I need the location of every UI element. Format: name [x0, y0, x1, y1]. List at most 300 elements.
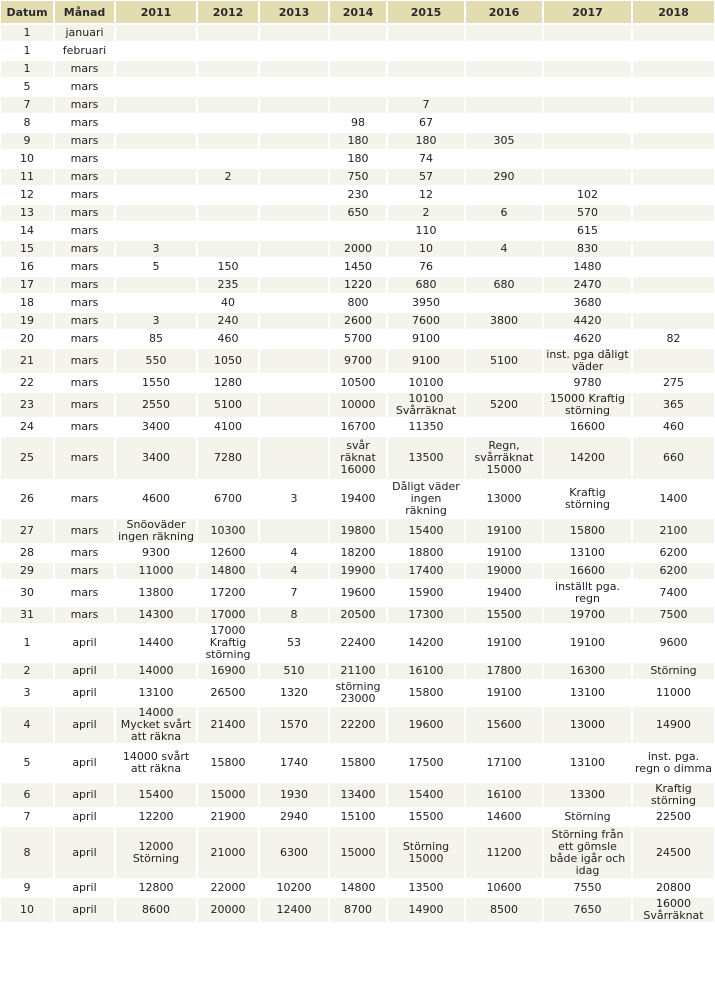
table-cell: 16100 [466, 783, 544, 809]
table-cell: 235 [198, 277, 260, 295]
table-cell: mars [55, 349, 116, 375]
table-cell: 14200 [544, 437, 633, 481]
table-cell [198, 25, 260, 43]
table-cell: 4100 [198, 419, 260, 437]
table-cell: 18200 [330, 545, 388, 563]
header-manad: Månad [55, 1, 116, 25]
table-cell: mars [55, 61, 116, 79]
table-cell: 750 [330, 169, 388, 187]
table-cell [633, 151, 714, 169]
table-cell [116, 97, 198, 115]
table-cell: 7650 [544, 898, 633, 924]
table-cell: 31 [1, 607, 55, 625]
table-cell: 1320 [260, 681, 330, 707]
table-cell: april [55, 663, 116, 681]
table-row [1, 519, 714, 545]
table-cell: 4420 [544, 313, 633, 331]
table-cell [260, 25, 330, 43]
table-cell: 800 [330, 295, 388, 313]
table-cell: 3 [260, 481, 330, 519]
table-cell: 19100 [466, 519, 544, 545]
table-cell: 17400 [388, 563, 466, 581]
table-cell: Störning [633, 663, 714, 681]
table-cell: 13300 [544, 783, 633, 809]
table-cell: 15100 [330, 809, 388, 827]
table-cell [260, 97, 330, 115]
table-cell [544, 61, 633, 79]
table-cell [633, 349, 714, 375]
table-cell: april [55, 707, 116, 745]
table-cell: april [55, 783, 116, 809]
table-cell: inställt pga. regn [544, 581, 633, 607]
table-cell: 21000 [198, 827, 260, 880]
table-cell: 230 [330, 187, 388, 205]
table-cell: 67 [388, 115, 466, 133]
table-cell: 10 [388, 241, 466, 259]
table-cell: 2600 [330, 313, 388, 331]
table-cell: 12600 [198, 545, 260, 563]
table-cell: 7600 [388, 313, 466, 331]
table-cell: 305 [466, 133, 544, 151]
table-cell: 22 [1, 375, 55, 393]
table-cell [466, 295, 544, 313]
table-cell: mars [55, 437, 116, 481]
table-cell: 13100 [116, 681, 198, 707]
table-cell: 85 [116, 331, 198, 349]
table-cell: 18 [1, 295, 55, 313]
table-cell: Störning [544, 809, 633, 827]
table-cell: 16900 [198, 663, 260, 681]
table-cell [260, 115, 330, 133]
table-row [1, 97, 714, 115]
table-cell: 150 [198, 259, 260, 277]
table-row [1, 625, 714, 663]
table-row [1, 481, 714, 519]
table-cell: Dåligt väder ingen räkning [388, 481, 466, 519]
table-cell: 17000 [198, 607, 260, 625]
table-cell: 17300 [388, 607, 466, 625]
table-cell: 19100 [466, 681, 544, 707]
table-cell: 8500 [466, 898, 544, 924]
table-cell [544, 97, 633, 115]
table-cell [198, 133, 260, 151]
table-row [1, 827, 714, 880]
table-cell: 5 [1, 79, 55, 97]
table-cell [466, 331, 544, 349]
table-cell: 14900 [633, 707, 714, 745]
table-cell: 10200 [260, 880, 330, 898]
table-cell: 11000 [633, 681, 714, 707]
table-row [1, 663, 714, 681]
table-cell: Kraftig störning [633, 783, 714, 809]
table-cell: mars [55, 519, 116, 545]
table-row [1, 277, 714, 295]
table-cell: 12200 [116, 809, 198, 827]
table-row [1, 133, 714, 151]
table-cell: 21400 [198, 707, 260, 745]
header-2015: 2015 [388, 1, 466, 25]
table-cell [260, 169, 330, 187]
table-cell: 17500 [388, 745, 466, 783]
table-cell [198, 241, 260, 259]
table-row [1, 809, 714, 827]
table-cell: Snöoväder ingen räkning [116, 519, 198, 545]
table-cell [466, 79, 544, 97]
table-cell [260, 79, 330, 97]
table-cell: 23 [1, 393, 55, 419]
header-2017: 2017 [544, 1, 633, 25]
table-cell: 1280 [198, 375, 260, 393]
table-cell: 15000 Kraftig störning [544, 393, 633, 419]
table-cell [633, 313, 714, 331]
table-cell: 510 [260, 663, 330, 681]
table-cell: mars [55, 375, 116, 393]
table-row [1, 61, 714, 79]
table-cell [116, 223, 198, 241]
table-cell: 180 [330, 133, 388, 151]
table-cell: 24 [1, 419, 55, 437]
table-cell: mars [55, 187, 116, 205]
table-cell: 15500 [466, 607, 544, 625]
table-cell: 275 [633, 375, 714, 393]
table-cell: 9100 [388, 331, 466, 349]
bird-count-table [1, 1, 714, 924]
header-2013: 2013 [260, 1, 330, 25]
table-cell [466, 43, 544, 61]
table-cell [260, 241, 330, 259]
table-cell: 1 [1, 25, 55, 43]
table-cell: 9300 [116, 545, 198, 563]
table-cell: 1740 [260, 745, 330, 783]
table-cell [633, 133, 714, 151]
table-cell [466, 61, 544, 79]
table-cell [466, 25, 544, 43]
table-cell: 9700 [330, 349, 388, 375]
table-row [1, 169, 714, 187]
table-cell: 11200 [466, 827, 544, 880]
table-row [1, 707, 714, 745]
table-cell: 22000 [198, 880, 260, 898]
table-cell: svår räknat 16000 [330, 437, 388, 481]
table-cell: 1400 [633, 481, 714, 519]
table-cell: mars [55, 581, 116, 607]
table-cell: 17000 Kraftig störning [198, 625, 260, 663]
table-cell [466, 115, 544, 133]
table-cell: 1 [1, 43, 55, 61]
table-row [1, 563, 714, 581]
table-cell [198, 187, 260, 205]
table-cell [544, 133, 633, 151]
table-cell [198, 205, 260, 223]
table-cell: 22200 [330, 707, 388, 745]
table-cell: 4 [466, 241, 544, 259]
table-row [1, 545, 714, 563]
table-cell: 650 [330, 205, 388, 223]
table-cell: 3400 [116, 437, 198, 481]
table-row [1, 43, 714, 61]
table-cell: 9780 [544, 375, 633, 393]
table-cell: 4600 [116, 481, 198, 519]
table-cell: 15900 [388, 581, 466, 607]
table-cell [388, 61, 466, 79]
table-cell: 6200 [633, 545, 714, 563]
table-cell: 12400 [260, 898, 330, 924]
table-cell: mars [55, 223, 116, 241]
table-cell: 15400 [388, 783, 466, 809]
table-cell: 102 [544, 187, 633, 205]
table-cell: 9600 [633, 625, 714, 663]
table-cell: 16100 [388, 663, 466, 681]
table-cell: 1 [1, 625, 55, 663]
table-cell: 5200 [466, 393, 544, 419]
table-cell: 12800 [116, 880, 198, 898]
table-cell [198, 223, 260, 241]
table-row [1, 745, 714, 783]
table-cell: 28 [1, 545, 55, 563]
table-cell: april [55, 898, 116, 924]
table-cell: 1480 [544, 259, 633, 277]
table-cell [633, 277, 714, 295]
table-cell [633, 205, 714, 223]
table-cell: 7280 [198, 437, 260, 481]
table-cell [466, 97, 544, 115]
header-row [1, 1, 714, 25]
table-cell: februari [55, 43, 116, 61]
table-row [1, 187, 714, 205]
table-cell [198, 79, 260, 97]
table-cell: 19600 [388, 707, 466, 745]
table-cell: 3 [116, 241, 198, 259]
table-cell: mars [55, 133, 116, 151]
table-row [1, 349, 714, 375]
table-cell: 14 [1, 223, 55, 241]
table-row [1, 393, 714, 419]
table-row [1, 295, 714, 313]
table-row [1, 115, 714, 133]
table-cell: 17800 [466, 663, 544, 681]
table-cell: mars [55, 205, 116, 223]
table-cell: 460 [198, 331, 260, 349]
table-cell: april [55, 880, 116, 898]
table-cell: mars [55, 277, 116, 295]
table-cell: 17 [1, 277, 55, 295]
table-cell: april [55, 809, 116, 827]
table-row [1, 607, 714, 625]
table-cell [260, 393, 330, 419]
table-cell: 4620 [544, 331, 633, 349]
table-cell [633, 43, 714, 61]
table-cell: 22500 [633, 809, 714, 827]
table-cell: 14600 [466, 809, 544, 827]
table-cell: 3400 [116, 419, 198, 437]
table-cell: 9 [1, 133, 55, 151]
table-cell [466, 375, 544, 393]
table-cell: 10 [1, 898, 55, 924]
table-cell: 11350 [388, 419, 466, 437]
table-cell [633, 169, 714, 187]
table-cell: 2100 [633, 519, 714, 545]
table-cell: 3800 [466, 313, 544, 331]
table-cell: 16300 [544, 663, 633, 681]
table-row [1, 25, 714, 43]
table-cell: 7 [1, 97, 55, 115]
table-cell: 24500 [633, 827, 714, 880]
table-cell: 19600 [330, 581, 388, 607]
table-cell [466, 187, 544, 205]
table-row [1, 331, 714, 349]
table-cell: 19400 [330, 481, 388, 519]
table-cell [260, 419, 330, 437]
table-cell: 19100 [466, 545, 544, 563]
table-cell [633, 187, 714, 205]
table-cell: 680 [466, 277, 544, 295]
table-cell: 17100 [466, 745, 544, 783]
table-row [1, 419, 714, 437]
table-cell: januari [55, 25, 116, 43]
table-cell: mars [55, 79, 116, 97]
table-row [1, 241, 714, 259]
table-cell: 3 [116, 313, 198, 331]
table-cell: 7400 [633, 581, 714, 607]
table-cell: 365 [633, 393, 714, 419]
table-cell [116, 25, 198, 43]
table-cell [544, 115, 633, 133]
table-cell: april [55, 681, 116, 707]
table-cell [116, 187, 198, 205]
table-cell: 19 [1, 313, 55, 331]
table-cell: 26500 [198, 681, 260, 707]
table-cell: 180 [388, 133, 466, 151]
table-cell: 11000 [116, 563, 198, 581]
table-cell: 15800 [330, 745, 388, 783]
table-cell: 16600 [544, 419, 633, 437]
table-cell: 4 [260, 563, 330, 581]
table-cell [388, 25, 466, 43]
table-cell: 13 [1, 205, 55, 223]
table-cell [260, 133, 330, 151]
table-cell: 15600 [466, 707, 544, 745]
table-cell: 14000 svårt att räkna [116, 745, 198, 783]
table-cell: 2000 [330, 241, 388, 259]
table-cell: 14000 [116, 663, 198, 681]
table-cell: 10100 Svårräknat [388, 393, 466, 419]
table-cell [260, 43, 330, 61]
table-cell: 21900 [198, 809, 260, 827]
table-cell: 550 [116, 349, 198, 375]
table-cell: 10 [1, 151, 55, 169]
table-cell [544, 25, 633, 43]
table-cell: mars [55, 563, 116, 581]
table-cell [466, 223, 544, 241]
table-row [1, 259, 714, 277]
table-cell: 8 [1, 115, 55, 133]
table-cell: april [55, 827, 116, 880]
table-cell [198, 43, 260, 61]
table-cell: 10500 [330, 375, 388, 393]
table-cell: 6300 [260, 827, 330, 880]
table-cell [330, 25, 388, 43]
table-cell: 5700 [330, 331, 388, 349]
table-cell: 20500 [330, 607, 388, 625]
table-cell: 7550 [544, 880, 633, 898]
table-cell: 19100 [544, 625, 633, 663]
table-cell [388, 79, 466, 97]
table-cell: 21 [1, 349, 55, 375]
table-cell [633, 223, 714, 241]
table-cell [198, 151, 260, 169]
table-row [1, 581, 714, 607]
table-cell [330, 97, 388, 115]
table-cell [116, 295, 198, 313]
table-cell: 1 [1, 61, 55, 79]
table-cell: 40 [198, 295, 260, 313]
table-cell [260, 437, 330, 481]
table-cell: 29 [1, 563, 55, 581]
header-datum: Datum [1, 1, 55, 25]
table-cell: 19400 [466, 581, 544, 607]
table-cell: 13500 [388, 437, 466, 481]
table-cell: 25 [1, 437, 55, 481]
table-cell: mars [55, 151, 116, 169]
table-cell: 30 [1, 581, 55, 607]
table-cell: mars [55, 115, 116, 133]
table-cell: 1570 [260, 707, 330, 745]
table-cell: 10000 [330, 393, 388, 419]
table-cell: 13500 [388, 880, 466, 898]
table-cell: 13100 [544, 545, 633, 563]
table-cell [260, 349, 330, 375]
table-cell [330, 43, 388, 61]
table-cell: 570 [544, 205, 633, 223]
header-2018: 2018 [633, 1, 714, 25]
table-cell: 14300 [116, 607, 198, 625]
table-cell [466, 151, 544, 169]
header-2014: 2014 [330, 1, 388, 25]
table-cell: 15800 [198, 745, 260, 783]
table-cell: 4 [1, 707, 55, 745]
table-cell: mars [55, 545, 116, 563]
table-row [1, 898, 714, 924]
table-cell [260, 277, 330, 295]
table-cell: 290 [466, 169, 544, 187]
table-cell: 27 [1, 519, 55, 545]
table-cell: 12 [1, 187, 55, 205]
table-cell [633, 241, 714, 259]
table-cell: mars [55, 259, 116, 277]
table-cell: 14800 [198, 563, 260, 581]
table-cell: 14400 [116, 625, 198, 663]
table-cell [260, 61, 330, 79]
table-cell: 830 [544, 241, 633, 259]
table-cell: 1550 [116, 375, 198, 393]
table-cell: Regn, svårräknat 15000 [466, 437, 544, 481]
table-cell: 11 [1, 169, 55, 187]
table-cell: 16700 [330, 419, 388, 437]
table-cell: mars [55, 295, 116, 313]
table-cell: mars [55, 313, 116, 331]
table-cell: 19800 [330, 519, 388, 545]
table-cell: 22400 [330, 625, 388, 663]
table-cell: mars [55, 97, 116, 115]
table-cell [330, 61, 388, 79]
table-cell: 6200 [633, 563, 714, 581]
table-cell: inst. pga. regn o dimma [633, 745, 714, 783]
table-cell: 57 [388, 169, 466, 187]
table-cell [633, 295, 714, 313]
table-cell [116, 277, 198, 295]
table-cell: 3950 [388, 295, 466, 313]
table-cell [260, 331, 330, 349]
